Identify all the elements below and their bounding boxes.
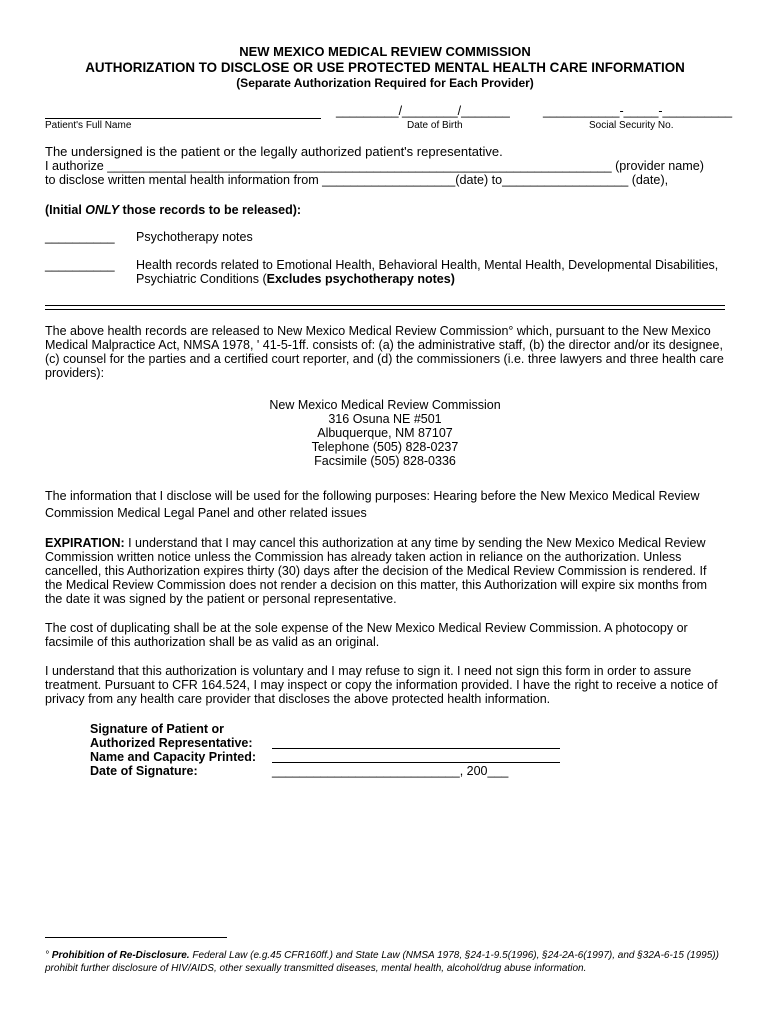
footnote-rule [45,937,227,938]
release-paragraph: The above health records are released to New Mexico Medical Review Commission° which, pursuant to the New Mexico Medical Malpractice Act, NMSA 1978, ' 41-5-1ff. consists of: (a) the administrative staff, (b) the director and/or its designee, (c) counsel for the parties and a certified court reporter, and (d) the commissioners (i.e. three lawyers and three health care providers): [45,324,724,380]
authorize-line-2[interactable]: I authorize ________________________________________________________________________ (provider name) [45,159,704,173]
footnote-text: Federal Law (e.g.45 CFR160ff.) and State Law (NMSA 1978, §24-1-9.5(1996), §24-2A-6(1997), and §32A-6-15 (1995)) prohibit further disclosure of HIV/AIDS, other sexually transmitted diseases, mental health, alcohol/drug abuse information. [45,950,719,974]
org-title: NEW MEXICO MEDICAL REVIEW COMMISSION [239,44,531,59]
address-fax: Facsimile (505) 828-0336 [314,454,456,468]
ssn-blank[interactable]: ___________-_____-__________ [543,104,733,118]
footnote-label: Prohibition of Re-Disclosure. [51,950,190,961]
signature-label-2: Authorized Representative: [90,736,253,750]
signature-label-1: Signature of Patient or [90,722,225,736]
health-records-plain: Psychiatric Conditions ( [136,272,267,286]
date-signature-blank[interactable]: ___________________________, 200___ [272,764,509,778]
ssn-label: Social Security No. [589,120,674,131]
name-capacity-line[interactable] [272,762,560,763]
health-records-label-2 [136,272,455,286]
expiration-paragraph [45,536,727,606]
footnote-mark: ° [45,950,49,961]
form-title: AUTHORIZATION TO DISCLOSE OR USE PROTECTED MENTAL HEALTH CARE INFORMATION [85,60,685,75]
voluntary-paragraph: I understand that this authorization is voluntary and I may refuse to sign it. I need not sign this form in order to assure treatment. Pursuant to CFR 164.524, I may inspect or copy the information provided. I have the right to receive a notice of privacy from any health care provider that discloses the above protected health information. [45,664,718,706]
initial-heading [45,203,301,217]
address-name: New Mexico Medical Review Commission [269,398,501,412]
purpose-paragraph: The information that I disclose will be used for the following purposes: Hearing before the New Mexico Medical Review Commission Medical Legal Panel and other related issues [45,489,700,520]
health-records-label-1: Health records related to Emotional Health, Behavioral Health, Mental Health, Developmental Disabilities, [136,258,719,272]
dob-label: Date of Birth [407,120,463,131]
form-subtitle: (Separate Authorization Required for Each Provider) [236,76,534,90]
divider-top [45,305,725,306]
address-street: 316 Osuna NE #501 [328,412,442,426]
expiration-label: EXPIRATION: [45,536,125,550]
initial-heading-after: those records to be released): [119,203,302,217]
expiration-text: I understand that I may cancel this authorization at any time by sending the New Mexico Medical Review Commission written notice unless the Commission has already taken action in reliance on the authorization. Unless cancelled, this Authorization expires thirty (30) days after the decision of the Medical Review Commission is rendered. If the Medical Review Commission does not render a decision on this matter, this Authorization will expire six months from the date it was signed by the patient or personal representative. [45,536,708,606]
address-phone: Telephone (505) 828-0237 [311,440,459,454]
footnote [45,949,720,975]
health-records-bold: Excludes psychotherapy notes) [266,272,455,286]
dob-blank[interactable]: _________/________/_______ [336,104,510,118]
initial-heading-before: (Initial [45,203,86,217]
health-records-initial-blank[interactable]: __________ [45,258,115,272]
signature-line[interactable] [272,748,560,749]
patient-name-label: Patient's Full Name [45,120,132,131]
authorize-line-1: The undersigned is the patient or the legally authorized patient's representative. [45,144,503,159]
date-signature-label: Date of Signature: [90,764,198,778]
name-capacity-label: Name and Capacity Printed: [90,750,257,764]
initial-heading-emph: ONLY [85,203,120,217]
divider-bottom [45,309,725,310]
cost-paragraph: The cost of duplicating shall be at the sole expense of the New Mexico Medical Review Commission. A photocopy or facsimile of this authorization shall be as valid as an original. [45,621,688,649]
psychotherapy-initial-blank[interactable]: __________ [45,230,115,244]
patient-name-line[interactable] [45,118,321,119]
authorize-line-3[interactable]: to disclose written mental health information from ___________________(date) to__________________ (date), [45,173,669,187]
address-city: Albuquerque, NM 87107 [317,426,453,440]
psychotherapy-notes-label: Psychotherapy notes [136,230,253,244]
